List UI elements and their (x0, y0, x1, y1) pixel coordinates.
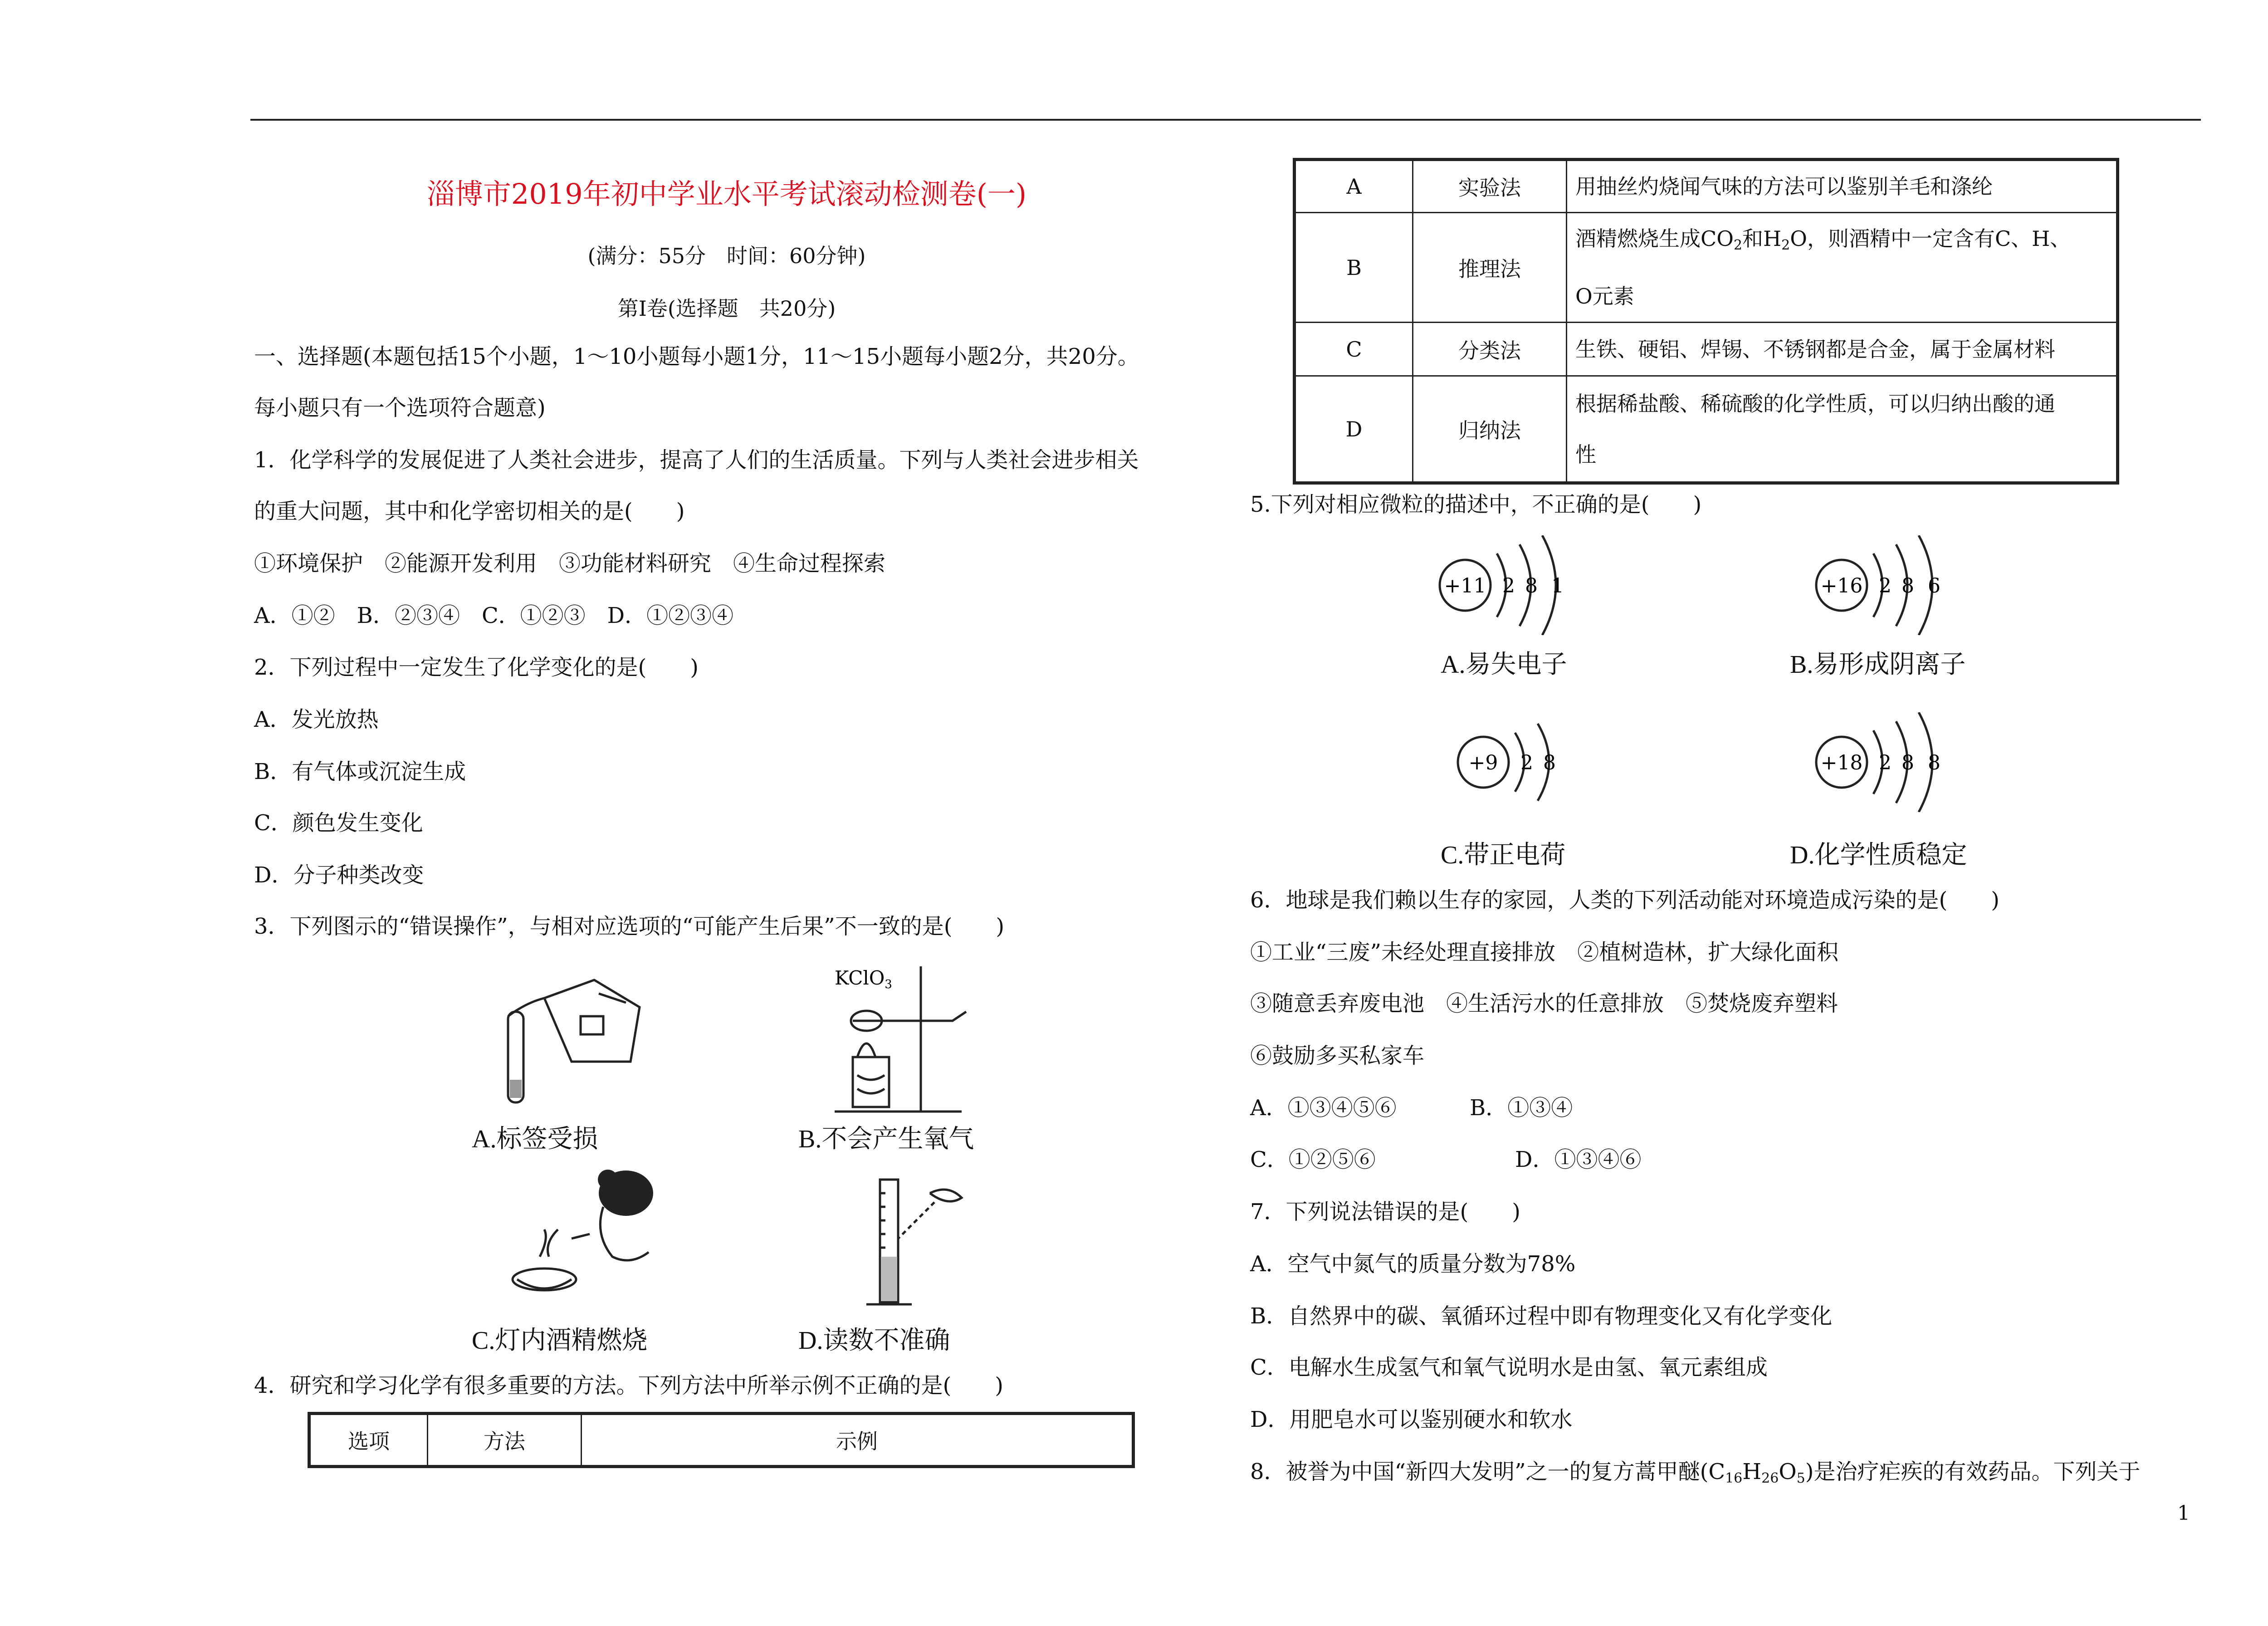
q5-label-b: B.易形成阴离子 (1790, 651, 1966, 679)
svg-text:8: 8 (1543, 751, 1556, 774)
svg-text:2: 2 (1879, 751, 1892, 774)
kclo3-label: KClO3 (835, 967, 892, 991)
svg-text:6: 6 (1928, 574, 1941, 598)
q2-option-d: D．分子种类改变 (254, 862, 424, 888)
q1-stem-line1: 1．化学科学的发展促进了人类社会进步，提高了人们的生活质量。下列与人类社会进步相关 (254, 447, 1139, 473)
exam-info: (满分：55分 时间：60分钟) (587, 244, 866, 268)
q7-option-c: C．电解水生成氢气和氧气说明水是由氢、氧元素组成 (1250, 1355, 1768, 1380)
q3-stem: 3．下列图示的“错误操作”，与相对应选项的“可能产生后果”不一致的是( ) (254, 914, 1005, 939)
q2-option-b: B．有气体或沉淀生成 (254, 759, 466, 784)
q2-option-a: A．发光放热 (254, 707, 379, 732)
svg-text:2: 2 (1502, 574, 1515, 598)
q6-line3: ⑥鼓励多买私家车 (1250, 1043, 1425, 1068)
atom-diagram-b (1814, 535, 1960, 635)
q3-label-a: A.标签受损 (472, 1125, 598, 1153)
q6-option-a: A．①③④⑤⑥ (1250, 1095, 1397, 1121)
q1-options: A．①② B．②③④ C．①②③ D．①②③④ (254, 603, 734, 628)
measuring-cylinder-illustration (853, 1175, 989, 1311)
svg-text:2: 2 (1520, 751, 1533, 774)
q3-label-c: C.灯内酒精燃烧 (472, 1327, 648, 1355)
header-method: 方法 (428, 1414, 582, 1467)
q5-label-d: D.化学性质稳定 (1790, 841, 1967, 869)
q6-line2: ③随意丢弃废电池 ④生活污水的任意排放 ⑤焚烧废弃塑料 (1250, 991, 1838, 1016)
q1-stem-line2: 的重大问题，其中和化学密切相关的是( ) (254, 499, 685, 524)
q2-stem: 2．下列过程中一定发生了化学变化的是( ) (254, 655, 699, 680)
q4-stem: 4．研究和学习化学有很多重要的方法。下列方法中所举示例不正确的是( ) (254, 1373, 1003, 1398)
q4-table-header (308, 1412, 1135, 1468)
q7-option-a: A．空气中氮气的质量分数为78% (1250, 1251, 1576, 1277)
q6-stem: 6．地球是我们赖以生存的家园，人类的下列活动能对环境造成污染的是( ) (1250, 887, 1999, 913)
table-row: A 实验法 用抽丝灼烧闻气味的方法可以鉴别羊毛和涤纶 (1295, 160, 2118, 213)
table-row: C 分类法 生铁、硬铝、焊锡、不锈钢都是合金，属于金属材料 (1295, 323, 2118, 376)
page-number: 1 (2177, 1502, 2190, 1525)
header-option: 选项 (309, 1414, 428, 1467)
atom-diagram-c (1456, 717, 1583, 808)
exam-title: 淄博市2019年初中学业水平考试滚动检测卷(一) (426, 177, 1027, 211)
table-row: D 归纳法 根据稀盐酸、稀硫酸的化学性质，可以归纳出酸的通 性 (1295, 376, 2118, 483)
svg-text:8: 8 (1928, 751, 1941, 774)
q6-option-d: D．①③④⑥ (1515, 1147, 1642, 1172)
svg-text:+9: +9 (1468, 751, 1498, 774)
svg-text:8: 8 (1901, 751, 1914, 774)
q7-option-d: D．用肥皂水可以鉴别硬水和软水 (1250, 1407, 1573, 1432)
svg-text:8: 8 (1525, 574, 1538, 598)
svg-text:1: 1 (1551, 574, 1564, 598)
q8-stem: 8．被誉为中国“新四大发明”之一的复方蒿甲醚$(C_{16}H_{26}O_5)$是治疗疟疾的有效药品。下列关于 (1250, 1459, 2141, 1486)
header-rule (250, 119, 2201, 121)
q6-line1: ①工业“三废”未经处理直接排放 ②植树造林，扩大绿化面积 (1250, 940, 1839, 965)
pouring-illustration (490, 962, 653, 1125)
part-heading: 第Ⅰ卷(选择题 共20分) (617, 296, 836, 321)
svg-text:8: 8 (1901, 574, 1914, 598)
header-example: 示例 (582, 1414, 1134, 1467)
svg-text:2: 2 (1879, 574, 1892, 598)
q5-stem: 5.下列对相应微粒的描述中，不正确的是( ) (1250, 492, 1702, 517)
q5-label-c: C.带正电荷 (1441, 841, 1566, 869)
q6-option-c: C．①②⑤⑥ (1250, 1147, 1376, 1172)
table-row: B 推理法 酒精燃烧生成$CO_2$和$H_2O$，则酒精中一定含有C、H、 O元素 (1295, 213, 2118, 323)
section-instruction-line1: 一、选择题(本题包括15个小题，1～10小题每小题1分，11～15小题每小题2分，共20分。 (254, 344, 1139, 369)
svg-text:+16: +16 (1820, 574, 1863, 598)
q3-label-b: B.不会产生氧气 (798, 1125, 974, 1153)
q4-table-body (1293, 158, 2119, 485)
q7-option-b: B．自然界中的碳、氧循环过程中即有物理变化又有化学变化 (1250, 1303, 1833, 1329)
q6-option-b: B．①③④ (1470, 1095, 1573, 1121)
svg-text:+18: +18 (1820, 751, 1863, 774)
q1-items: ①环境保护 ②能源开发利用 ③功能材料研究 ④生命过程探索 (254, 551, 886, 576)
section-instruction-line2: 每小题只有一个选项符合题意) (254, 395, 546, 421)
q3-label-d: D.读数不准确 (798, 1327, 950, 1355)
atom-diagram-a (1438, 535, 1583, 635)
q2-option-c: C．颜色发生变化 (254, 810, 423, 836)
q7-stem: 7．下列说法错误的是( ) (1250, 1199, 1520, 1224)
q5-label-a: A.易失电子 (1441, 651, 1567, 679)
blowing-lamp-illustration (490, 1166, 662, 1316)
svg-text:+11: +11 (1444, 574, 1486, 598)
kclo3-apparatus-illustration (826, 966, 989, 1121)
atom-diagram-d (1814, 712, 1960, 812)
